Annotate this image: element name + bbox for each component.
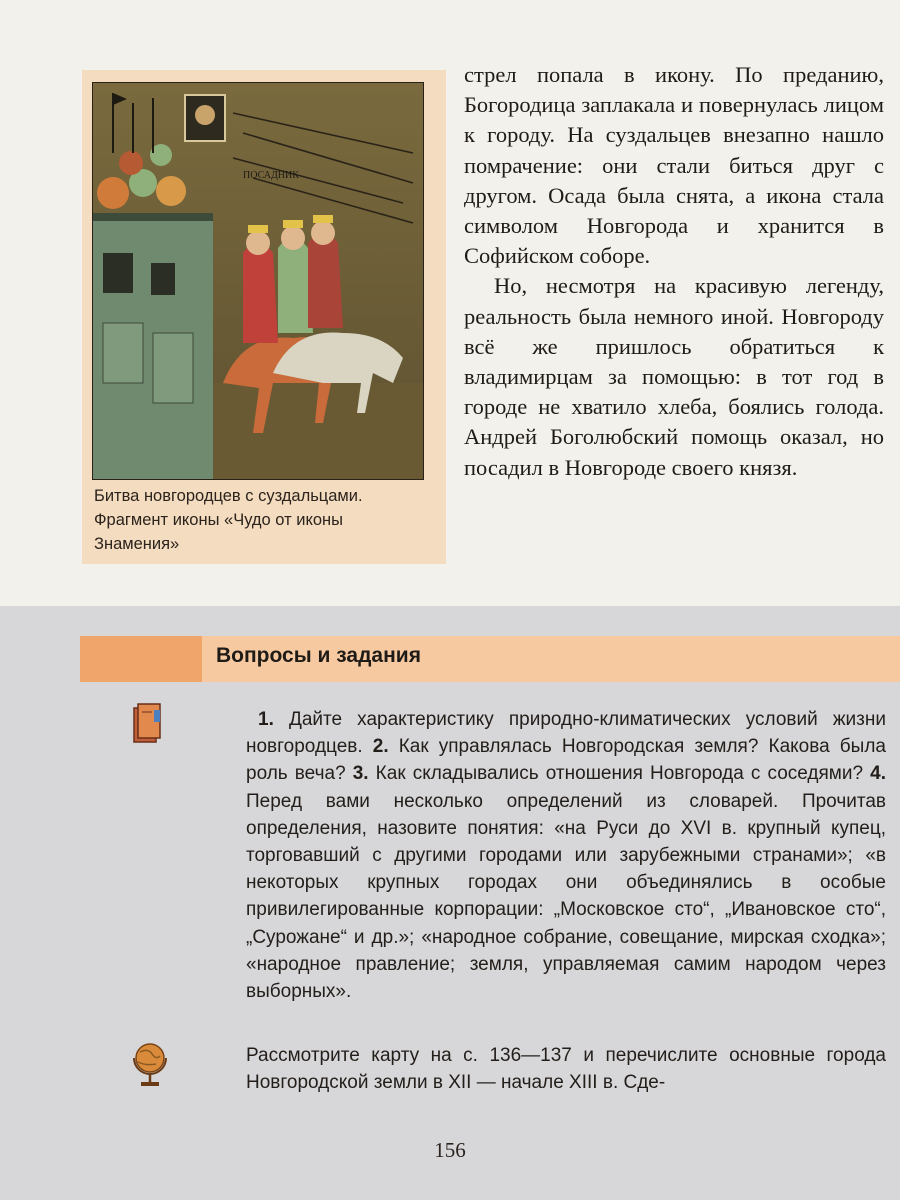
battle-icon-painting [93,83,423,479]
caption-line: Битва новгородцев с суздальцами. [94,487,363,505]
section-header-accent [80,636,202,682]
globe-icon [130,1040,170,1088]
caption-line: Знамения» [94,535,180,553]
question-text: Дайте характеристику природно-климатических условий жизни новгородцев. [246,709,886,758]
question-text: Перед вами несколько определений из словарей. Прочитав определения, назовите понятия: «на Руси до XVI в. крупный купец, торговавший с другими городами или зарубежными странами»; «в некоторых крупных городах они объединялись в особые привилегированные корпорации: „Московское сто“, „Ивановское сто“, „Сурожане“ и др.»; «народное собрание, совещание, мирская сходка»; «народное правление; земля, управляемая самим народом через выборных». [246,790,886,1003]
story-paragraph: Но, несмотря на красивую легенду, реальность была немного иной. Новгороду всё же пришлось обратиться к владимирцам за помощью: в тот год в городе не хватило хлеба, боялись голода. Андрей Боголюбский помощь оказал, но посадил в Новгороде своего князя. [464,273,884,480]
story-text [464,60,884,483]
figure-caption-box [82,70,446,564]
story-paragraph: стрел попала в икону. По преданию, Богородица заплакала и повернулась лицом к городу. На суздальцев внезапно нашло помрачение: они стали биться друг с другом. Осада была снята, а икона стала символом Новгорода и хранится в Софийском соборе. [464,62,884,269]
section-header [80,636,900,682]
map-task-text: Рассмотрите карту на с. 136—137 и перечислите основные города Новгородской земли в XII — начале XIII в. Сде- [246,1045,886,1093]
question-number: 3. [352,763,369,785]
caption-line: Фрагмент иконы «Чудо от иконы [94,511,344,529]
book-icon [130,702,166,746]
page-number: 156 [434,1138,466,1162]
question-number: 4. [870,763,886,785]
question-text: Как складывались отношения Новгорода с соседями? [368,763,871,785]
questions-text [246,706,886,1005]
questions-paragraph [246,706,886,1005]
figure-caption [94,484,434,556]
icon-illustration [92,82,424,480]
question-number: 2. [372,736,389,758]
section-title: Вопросы и задания [216,644,421,667]
question-number: 1. [258,709,274,730]
icon-inscription: ПОСАДНИК [243,170,299,181]
question-text: Как управлялась Новгородская земля? Какова была роль веча? [246,736,886,785]
